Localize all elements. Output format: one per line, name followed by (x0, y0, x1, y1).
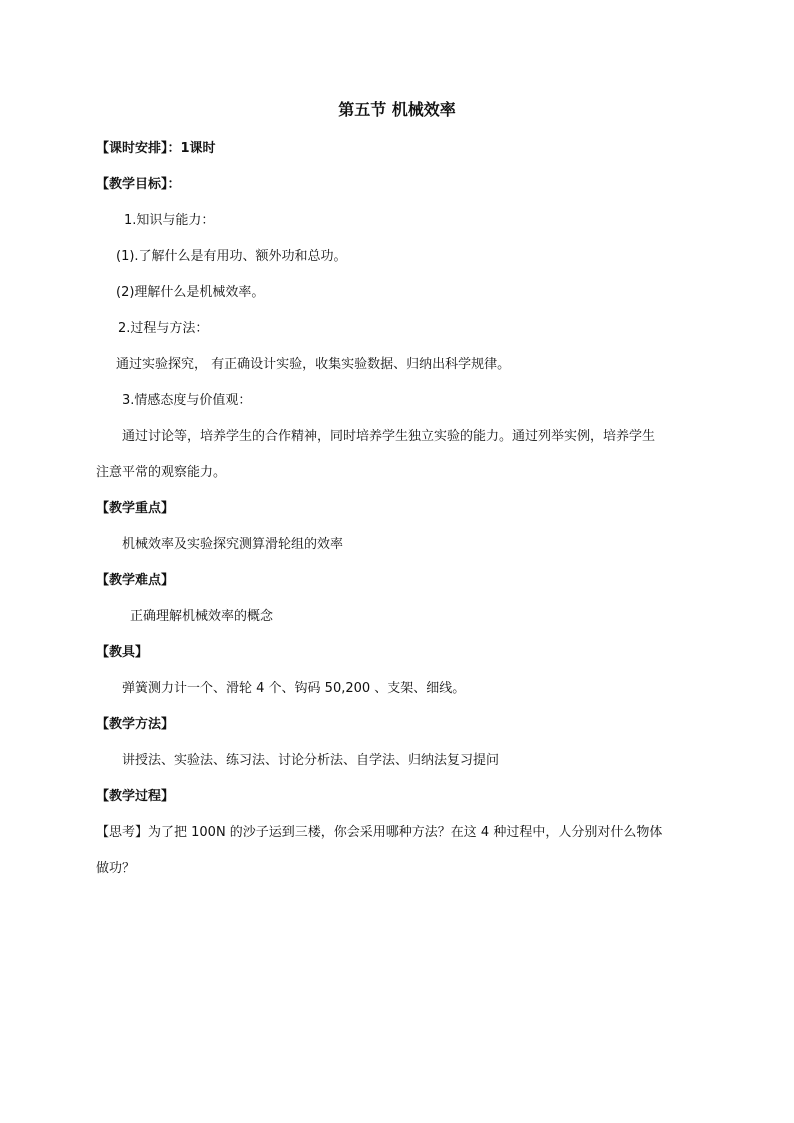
knowledge-item-1: (1).了解什么是有用功、额外功和总功。 (116, 249, 347, 264)
teaching-process-heading: 【教学过程】 (96, 789, 175, 804)
tools-heading: 【教具】 (96, 645, 149, 660)
focus-heading: 【教学重点】 (96, 501, 175, 516)
process-method-heading: 2.过程与方法： (118, 321, 209, 336)
emotion-text-line-2: 注意平常的观察能力。 (96, 465, 227, 480)
methods-text: 讲授法、实验法、练习法、讨论分析法、自学法、归纳法复习提问 (122, 753, 500, 768)
schedule-value: 1课时 (180, 141, 216, 156)
difficulty-text: 正确理解机械效率的概念 (130, 609, 274, 624)
emotion-text-line-1: 通过讨论等，培养学生的合作精神，同时培养学生独立实验的能力。通过列举实例，培养学生 (122, 429, 656, 444)
knowledge-item-2: (2)理解什么是机械效率。 (116, 285, 265, 300)
think-text-line-1: 【思考】为了把 100N 的沙子运到三楼，你会采用哪种方法？在这 4 种过程中，人分别对什么物体 (96, 825, 663, 840)
schedule-label: 【课时安排】： (96, 141, 181, 156)
methods-heading: 【教学方法】 (96, 717, 175, 732)
process-method-text: 通过实验探究， 有正确设计实验，收集实验数据、归纳出科学规律。 (116, 357, 511, 372)
difficulty-heading: 【教学难点】 (96, 573, 175, 588)
emotion-heading: 3.情感态度与价值观： (122, 393, 252, 408)
schedule-line (96, 140, 216, 158)
goals-heading: 【教学目标】： (96, 177, 181, 192)
think-text-line-2: 做功？ (96, 861, 136, 876)
tools-text: 弹簧测力计一个、滑轮 4 个、钩码 50,200 、支架、细线。 (122, 681, 466, 696)
focus-text: 机械效率及实验探究测算滑轮组的效率 (122, 537, 344, 552)
knowledge-heading: 1.知识与能力： (124, 213, 215, 228)
page-title: 第五节 机械效率 (338, 100, 456, 119)
